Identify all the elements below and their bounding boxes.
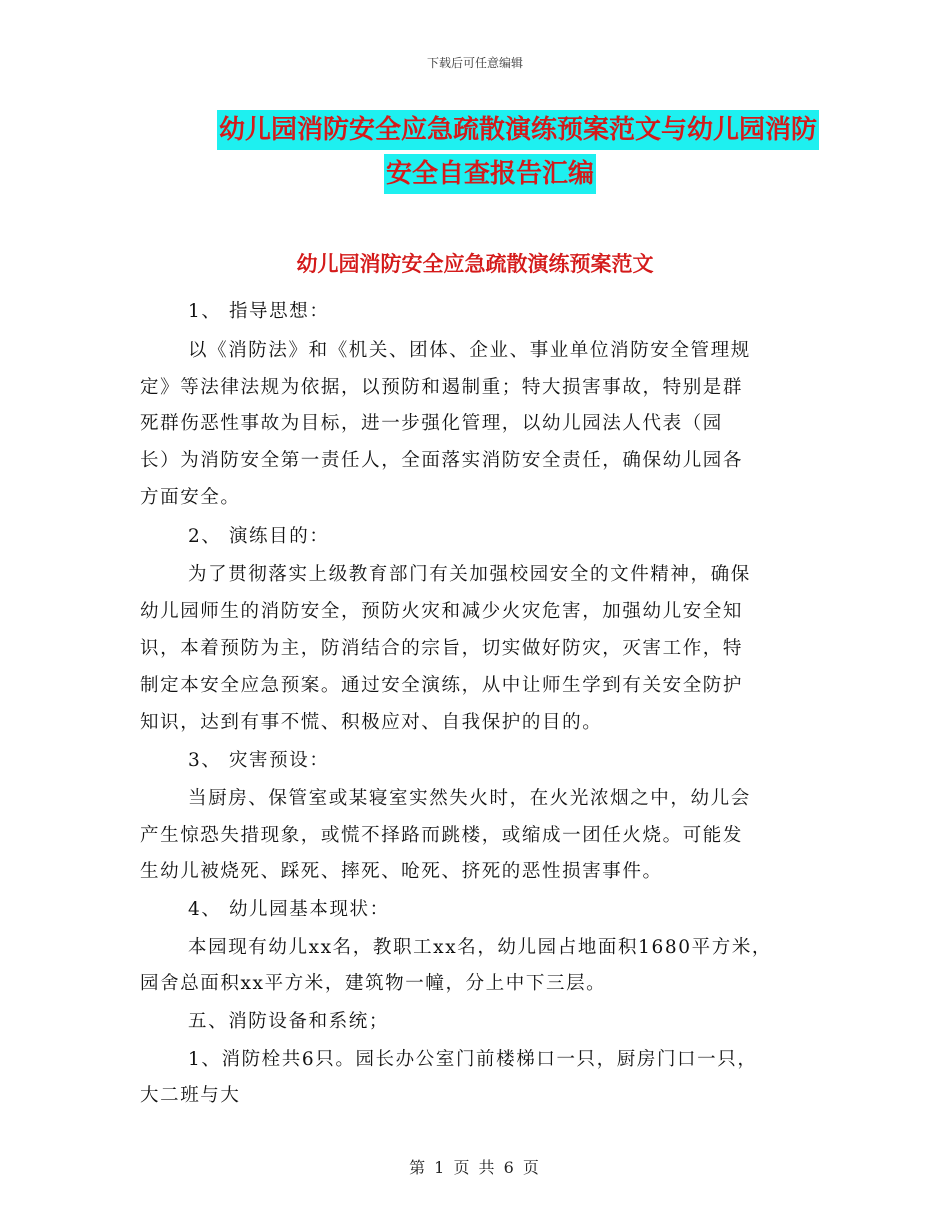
text-line: 制定本安全应急预案。通过安全演练，从中让师生学到有关安全防护 (140, 675, 744, 696)
text-line: 3、 灾害预设： (188, 750, 330, 771)
text-line: 五、消防设备和系统； (188, 1011, 390, 1032)
text-line: 生幼儿被烧死、踩死、摔死、呛死、挤死的恶性损害事件。 (140, 861, 663, 882)
text-line: 2、 演练目的： (188, 526, 330, 547)
text-line: 大二班与大 (140, 1085, 241, 1106)
text-line: 以《消防法》和《机关、团体、企业、事业单位消防安全管理规 (188, 340, 751, 361)
text-line: 幼儿园师生的消防安全，预防火灾和减少火灾危害，加强幼儿安全知 (140, 601, 744, 622)
text-line: 长）为消防安全第一责任人，全面落实消防安全责任，确保幼儿园各 (140, 450, 744, 471)
document-title (140, 110, 840, 198)
text-line: 识，本着预防为主，防消结合的宗旨，切实做好防灾，灭害工作，特 (140, 638, 744, 659)
text-line: 知识，达到有事不慌、积极应对、自我保护的目的。 (140, 712, 603, 733)
text-line: 当厨房、保管室或某寝室实然失火时，在火光浓烟之中，幼儿会 (188, 788, 751, 809)
section-subtitle: 幼儿园消防安全应急疏散演练预案范文 (296, 251, 654, 276)
text-line: 1、 指导思想： (188, 301, 330, 322)
text-line: 1、消防栓共6只。园长办公室门前楼梯口一只，厨房门口一只， (188, 1049, 758, 1070)
text-line: 死群伤恶性事故为目标，进一步强化管理，以幼儿园法人代表（园 (140, 413, 723, 434)
header-note: 下载后可任意编辑 (426, 56, 523, 70)
text-line: 园舍总面积xx平方米，建筑物一幢，分上中下三层。 (140, 973, 607, 994)
title-line-1: 幼儿园消防安全应急疏散演练预案范文与幼儿园消防 (217, 110, 819, 150)
page-number: 第 1 页 共 6 页 (409, 1158, 541, 1177)
text-line: 产生惊恐失措现象，或慌不择路而跳楼，或缩成一团任火烧。可能发 (140, 825, 744, 846)
text-line: 定》等法律法规为依据，以预防和遏制重；特大损害事故，特别是群 (140, 377, 744, 398)
text-line: 方面安全。 (140, 487, 241, 508)
text-line: 4、 幼儿园基本现状： (188, 899, 390, 920)
text-line: 本园现有幼儿xx名，教职工xx名，幼儿园占地面积1680平方米， (188, 937, 773, 958)
title-line-2: 安全自查报告汇编 (384, 154, 596, 194)
text-line: 为了贯彻落实上级教育部门有关加强校园安全的文件精神，确保 (188, 564, 751, 585)
